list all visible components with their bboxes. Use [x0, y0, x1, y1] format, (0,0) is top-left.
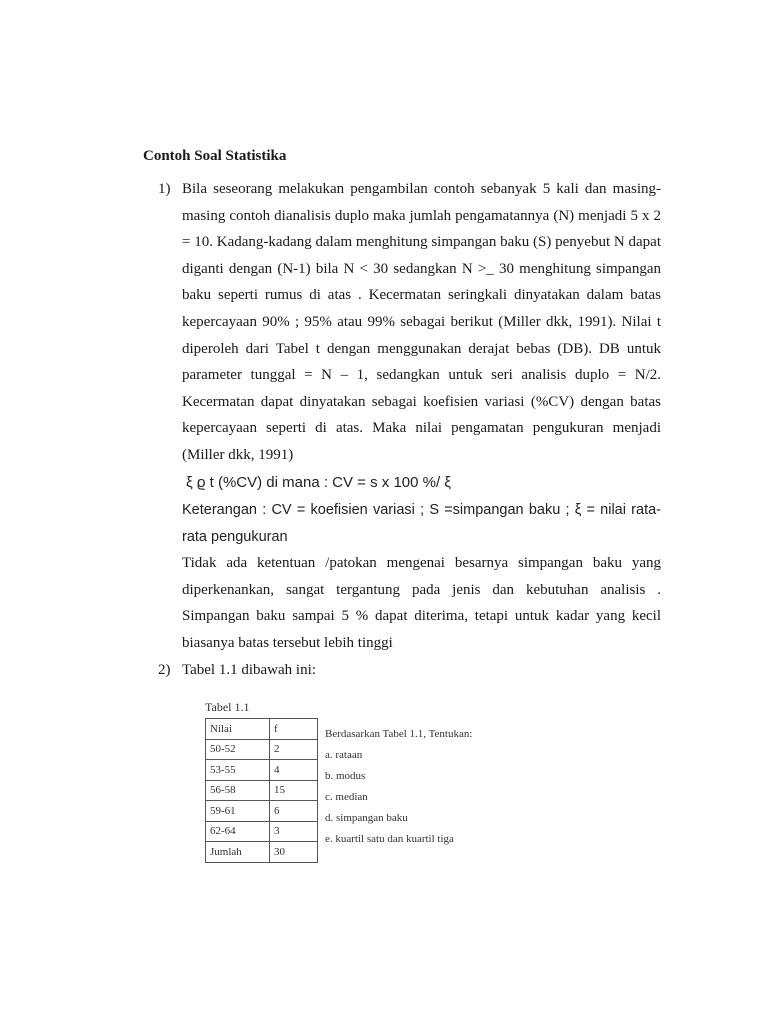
cell-f: 30: [270, 842, 318, 863]
cell-f: 6: [270, 801, 318, 822]
table-row: [206, 842, 318, 863]
item-1-paragraph-2: Tidak ada ketentuan /patokan mengenai besarnya simpangan baku yang diperkenankan, sangat tergantung pada jenis dan kebutuhan analisis . Simpangan baku sampai 5 % dapat diterima, tetapi untuk kadar yang kecil biasanya batas tersebut lebih tinggi: [182, 555, 661, 651]
table-row: [206, 801, 318, 822]
item-1-number: 1): [158, 181, 171, 197]
task-instruction: Berdasarkan Tabel 1.1, Tentukan:: [325, 728, 473, 740]
cell-nilai: 56-58: [206, 780, 270, 801]
item-1-paragraph: Bila seseorang melakukan pengambilan contoh sebanyak 5 kali dan masing-masing contoh dianalisis duplo maka jumlah pengamatannya (N) menjadi 5 x 2 = 10. Kadang-kadang dalam menghitung simpangan baku (S) penyebut N dapat diganti dengan (N-1) bila N < 30 sedangkan N >_ 30 menghitung simpangan baku seperti rumus di atas . Kecermatan seringkali dinyatakan dalam batas kepercayaan 90% ; 95% atau 99% sebagai berikut (Miller dkk, 1991). Nilai t diperoleh dari Tabel t dengan menggunakan derajat bebas (DB). DB untuk parameter tunggal = N – 1, sedangkan untuk seri analisis duplo = N/2. Kecermatan dapat dinyatakan sebagai koefisien variasi (%CV) dengan batas kepercayaan seperti di atas. Maka nilai pengamatan pengukuran menjadi (Miller dkk, 1991): [182, 181, 661, 463]
task-item: d. simpangan baku: [325, 812, 408, 824]
table-row: [206, 739, 318, 760]
table-header-row: [206, 719, 318, 740]
cell-nilai: 53-55: [206, 760, 270, 781]
cell-f: 15: [270, 780, 318, 801]
table-row: [206, 780, 318, 801]
task-item: b. modus: [325, 770, 366, 782]
task-item: a. rataan: [325, 749, 363, 761]
formula-line: ξ ϱ t (%CV) di mana : CV = s x 100 %/ ξ: [186, 474, 452, 491]
task-item: e. kuartil satu dan kuartil tiga: [325, 833, 454, 845]
task-item: c. median: [325, 791, 368, 803]
cell-f: 3: [270, 821, 318, 842]
cell-nilai: Jumlah: [206, 842, 270, 863]
cell-f: 4: [270, 760, 318, 781]
item-2-number: 2): [158, 662, 171, 678]
table-caption: Tabel 1.1: [205, 700, 250, 714]
frequency-table: [205, 718, 318, 863]
task-list: [325, 724, 472, 850]
cell-f: 2: [270, 739, 318, 760]
table-row: [206, 760, 318, 781]
keterangan-line: Keterangan : CV = koefisien variasi ; S =simpangan baku ; ξ = nilai rata-rata pengukuran: [182, 502, 661, 545]
table-row: [206, 821, 318, 842]
cell-nilai: 59-61: [206, 801, 270, 822]
header-nilai: Nilai: [206, 719, 270, 740]
cell-nilai: 50-52: [206, 739, 270, 760]
item-2-text: Tabel 1.1 dibawah ini:: [182, 662, 316, 678]
document-title: Contoh Soal Statistika: [143, 148, 287, 164]
cell-nilai: 62-64: [206, 821, 270, 842]
header-f: f: [270, 719, 318, 740]
table-figure: [200, 700, 500, 880]
